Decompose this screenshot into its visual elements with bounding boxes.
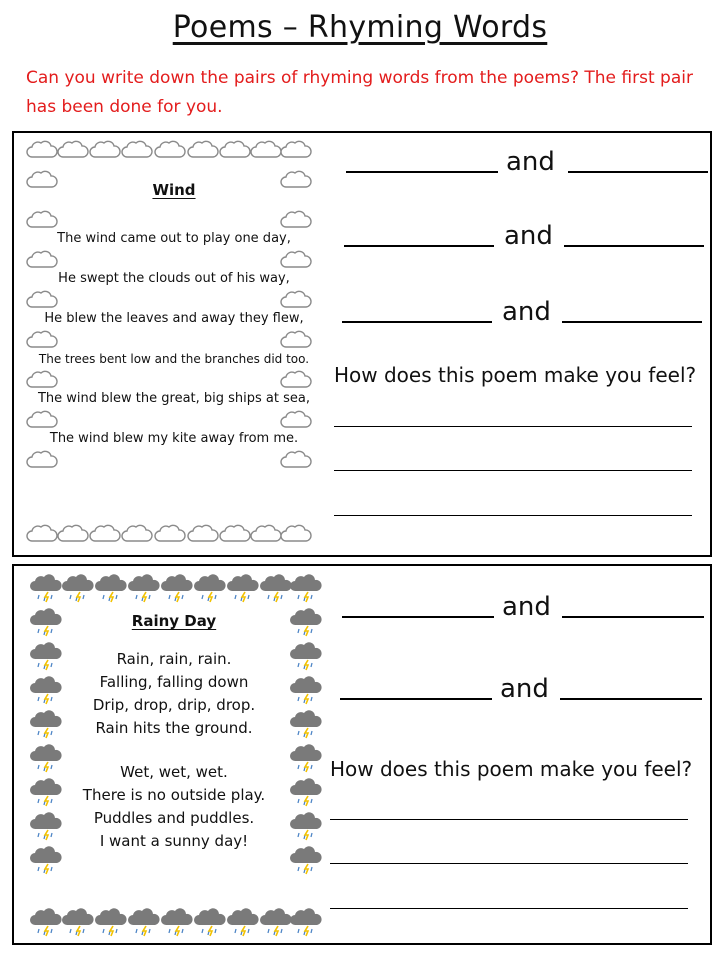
rain-panel: [12, 564, 712, 945]
cloud-icon: [122, 141, 152, 157]
cloud-icon: [122, 525, 152, 541]
poem-line: He blew the leaves and away they flew,: [44, 311, 304, 326]
poem-line: Rain hits the ground.: [95, 719, 253, 737]
feel-question: How does this poem make you feel?: [334, 363, 697, 387]
rhyme-blank-second[interactable]: [564, 245, 704, 247]
page-title: Poems – Rhyming Words: [172, 10, 548, 45]
rhyme-blank-first[interactable]: [342, 616, 494, 618]
cloud-icon: [281, 141, 311, 157]
storm-cloud-icon: [95, 574, 127, 602]
rhyme-blank-second[interactable]: [560, 698, 702, 700]
poem-line: The trees bent low and the branches did too.: [38, 352, 310, 366]
instructions: Can you write down the pairs of rhyming words from the poems? The first pair has been done for you.: [26, 68, 693, 117]
answer-line[interactable]: [334, 470, 692, 471]
wind-poem-title: Wind: [152, 181, 196, 199]
rain-poem-box: [24, 566, 324, 943]
storm-cloud-icon: [30, 574, 62, 602]
answer-line[interactable]: [330, 863, 688, 864]
and-label: and: [502, 592, 551, 622]
poem-line: I want a sunny day!: [99, 832, 249, 850]
cloud-icon: [220, 525, 250, 541]
storm-cloud-icon: [128, 908, 160, 936]
answer-line[interactable]: [334, 426, 692, 427]
answer-line[interactable]: [330, 819, 688, 820]
rain-poem: [24, 612, 324, 853]
and-label: and: [504, 221, 553, 251]
storm-cloud-icon: [290, 574, 322, 602]
rhyme-blank-first[interactable]: [340, 698, 492, 700]
rhyme-pair-row: [342, 293, 706, 327]
storm-cloud-icon: [227, 908, 259, 936]
storm-cloud-icon: [161, 908, 193, 936]
storm-cloud-icon: [260, 908, 292, 936]
storm-cloud-icon: [260, 574, 292, 602]
poem-line: The wind blew the great, big ships at sea,: [37, 391, 310, 406]
answer-line[interactable]: [330, 908, 688, 909]
cloud-icon: [251, 141, 281, 157]
storm-cloud-icon: [194, 574, 226, 602]
rhyme-blank-first[interactable]: [342, 321, 492, 323]
poem-line: He swept the clouds out of his way,: [58, 271, 290, 286]
rhyme-blank-first[interactable]: [344, 245, 494, 247]
storm-cloud-icon: [227, 574, 259, 602]
answer-line[interactable]: [334, 515, 692, 516]
wind-panel: [12, 131, 712, 557]
cloud-icon: [27, 141, 57, 157]
rhyme-blank-first[interactable]: [346, 171, 498, 173]
storm-cloud-icon: [290, 908, 322, 936]
cloud-icon: [27, 525, 57, 541]
poem-line: Rain, rain, rain.: [116, 650, 232, 668]
cloud-icon: [155, 525, 185, 541]
rhyme-pair-row: [344, 217, 708, 251]
cloud-icon: [188, 141, 218, 157]
cloud-icon: [281, 525, 311, 541]
rhyme-blank-second[interactable]: [562, 321, 702, 323]
cloud-icon: [58, 141, 88, 157]
feel-question: How does this poem make you feel?: [330, 757, 693, 781]
poem-line: Wet, wet, wet.: [120, 763, 228, 781]
poem-line: Falling, falling down: [99, 673, 249, 691]
rhyme-blank-second[interactable]: [568, 171, 708, 173]
cloud-icon: [90, 141, 120, 157]
rhyme-blank-second[interactable]: [562, 616, 704, 618]
and-label: and: [502, 297, 551, 327]
cloud-icon: [155, 141, 185, 157]
poem-line: There is no outside play.: [82, 786, 266, 804]
storm-cloud-icon: [62, 574, 94, 602]
storm-cloud-icon: [30, 908, 62, 936]
wind-poem: [24, 181, 324, 459]
and-label: and: [506, 147, 555, 177]
stanza-gap: [24, 740, 324, 761]
rhyme-pair-row: [342, 588, 706, 622]
rain-poem-title: Rainy Day: [131, 612, 217, 630]
poem-line: Puddles and puddles.: [93, 809, 255, 827]
poem-line: The wind blew my kite away from me.: [49, 431, 299, 446]
poem-line: Drip, drop, drip, drop.: [92, 696, 256, 714]
cloud-icon: [58, 525, 88, 541]
poem-line: The wind came out to play one day,: [57, 231, 291, 246]
rhyme-pair-row: [340, 670, 704, 704]
storm-cloud-icon: [62, 908, 94, 936]
cloud-icon: [188, 525, 218, 541]
and-label: and: [500, 674, 549, 704]
cloud-icon: [90, 525, 120, 541]
storm-cloud-icon: [128, 574, 160, 602]
storm-cloud-icon: [194, 908, 226, 936]
wind-poem-box: [24, 133, 324, 555]
cloud-icon: [220, 141, 250, 157]
cloud-icon: [251, 525, 281, 541]
storm-cloud-icon: [161, 574, 193, 602]
storm-cloud-icon: [95, 908, 127, 936]
rhyme-pair-row: [346, 143, 710, 177]
